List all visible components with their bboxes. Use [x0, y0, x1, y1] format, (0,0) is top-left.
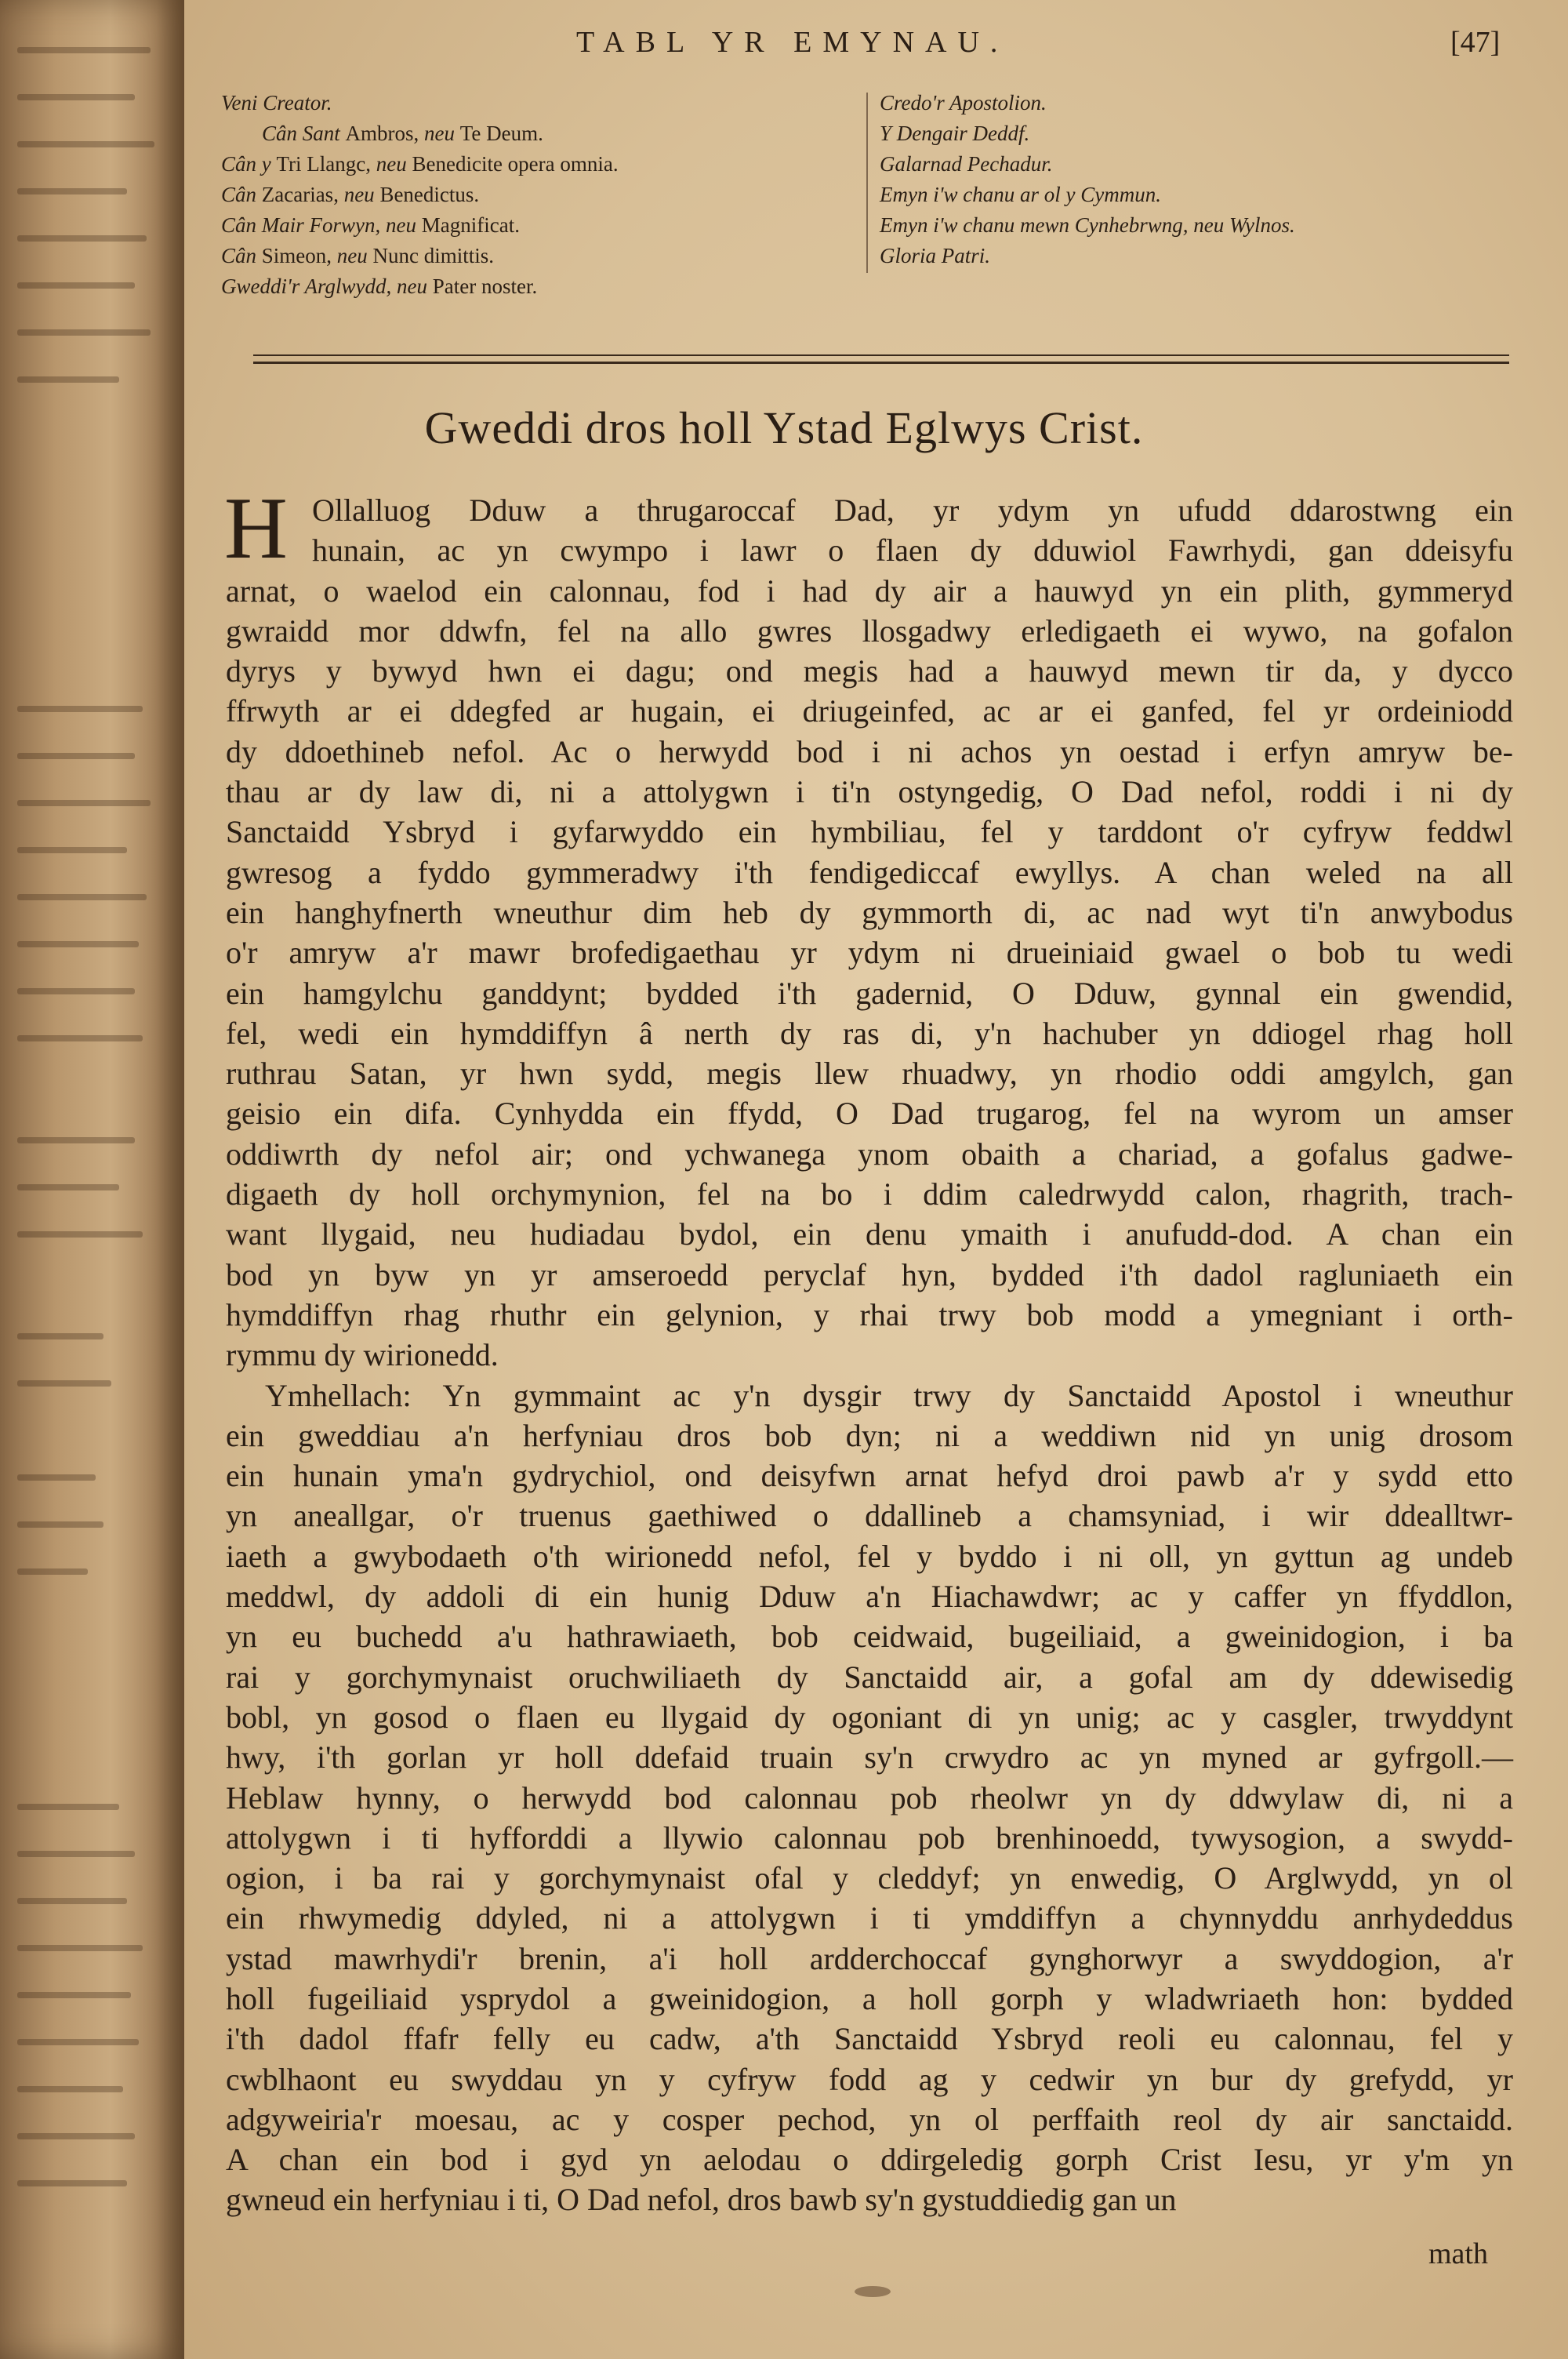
body-line: holl fugeiliaid ysprydol a gweinidogion, a holl gorph y wladwriaeth hon: bydded [226, 1980, 1513, 2016]
contents-entry-part: Cân [221, 183, 262, 206]
ornamental-rule [253, 354, 1509, 364]
contents-entry-part: Pater noster. [432, 274, 538, 298]
body-line: thau ar dy law di, ni a attolygwn i ti'n ostyngedig, O Dad nefol, roddi i ni dy [226, 774, 1513, 810]
contents-entry [221, 210, 619, 241]
contents-entry-part: Cân y [221, 152, 277, 176]
prayer-body [226, 490, 1513, 2220]
contents-entry-part: Cân Mair Forwyn, [221, 213, 381, 237]
contents-entry-part: neu [391, 274, 433, 298]
contents-entry [221, 149, 619, 180]
body-line: ffrwyth ar ei ddegfed ar hugain, ei driugeinfed, ac ar ei ganfed, fel yr ordeiniodd [226, 693, 1513, 729]
contents-entry: Emyn i'w chanu mewn Cynhebrwng, neu Wylnos. [880, 213, 1295, 237]
body-line: ein hunain yma'n gydrychiol, ond deisyfwn arnat hefyd droi pawb a'r y sydd etto [226, 1458, 1513, 1494]
contents-entry [221, 271, 619, 302]
body-line: ein hamgylchu ganddynt; bydded i'th gadernid, O Dduw, gynnal ein gwendid, [226, 975, 1513, 1011]
body-line: bod yn byw yn yr amseroedd peryclaf hyn, bydded i'th dadol ragluniaeth ein [226, 1256, 1513, 1292]
body-line: gwneud ein herfyniau i ti, O Dad nefol, dros bawb sy'n gystuddiedig gan un [226, 2182, 1177, 2218]
body-line: Ollalluog Dduw a thrugaroccaf Dad, yr ydym yn ufudd ddarostwng ein [312, 493, 1513, 528]
body-line: cwblhaont eu swyddau yn y cyfryw fodd ag y cedwir yn bur dy grefydd, yr [226, 2061, 1513, 2097]
body-line: bobl, yn gosod o flaen eu llygaid dy ogoniant di yn unig; ac y casgler, trwyddynt [226, 1699, 1513, 1735]
page-number: [47] [1450, 26, 1501, 59]
contents-entry: Emyn i'w chanu ar ol y Cymmun. [880, 183, 1161, 206]
contents-entry-part: neu [371, 152, 412, 176]
body-line: ogion, i ba rai y gorchymynaist ofal y cleddyf; yn enwedig, O Arglwydd, yn ol [226, 1860, 1513, 1896]
catchword: math [1428, 2237, 1488, 2270]
body-line: hunain, ac yn cwympo i lawr o flaen dy dduwiol Fawrhydi, gan ddeisyfu [312, 533, 1513, 569]
column-divider [866, 93, 868, 273]
contents-right-column [880, 88, 1295, 271]
body-line: adgyweiria'r moesau, ac y cosper pechod, yn ol perffaith reol dy air sanctaidd. [226, 2101, 1513, 2137]
contents-entry-part: Gweddi'r Arglwydd, [221, 274, 392, 298]
contents-entry-part: Tri Llangc, [276, 152, 371, 176]
body-line: o'r amryw a'r mawr brofedigaethau yr ydym ni drueiniaid gwael o bob tu wedi [226, 935, 1513, 971]
contents-left-column [221, 88, 619, 302]
contents-entry [221, 241, 619, 271]
contents-entry-part: Cân [221, 244, 262, 267]
body-line: A chan ein bod i gyd yn aelodau o ddirgeledig gorph Crist Iesu, yr y'm yn [226, 2142, 1513, 2178]
body-line: ystad mawrhydi'r brenin, a'i holl ardderchoccaf gynghorwyr a swyddogion, a'r [226, 1940, 1513, 1976]
body-line: hymddiffyn rhag rhuthr ein gelynion, y rhai trwy bob modd a ymegniant i orth- [226, 1296, 1513, 1332]
body-line: gwresog a fyddo gymmeradwy i'th fendigediccaf ewyllys. A chan weled na all [226, 854, 1513, 890]
contents-entry-part: Nunc dimittis. [372, 244, 495, 267]
body-line: i'th dadol ffafr felly eu cadw, a'th Sanctaidd Ysbryd reoli eu calonnau, fel y [226, 2021, 1513, 2057]
adjacent-page-spine [0, 0, 184, 2359]
contents-entry-part: Simeon, [261, 244, 332, 267]
body-line: digaeth dy holl orchymynion, fel na bo i ddim caledrwydd calon, rhagrith, trach- [226, 1176, 1513, 1212]
contents-entry [221, 88, 619, 118]
contents-entry-part: neu [419, 122, 460, 145]
body-line: ein gweddiau a'n herfyniau dros bob dyn; ni a weddiwn nid yn unig drosom [226, 1417, 1513, 1453]
body-line: dy ddoethineb nefol. Ac o herwydd bod i ni achos yn oestad i erfyn amryw be- [226, 733, 1513, 769]
contents-entry [221, 180, 619, 210]
body-line: ein hanghyfnerth wneuthur dim heb dy gymmorth di, ac nad wyt ti'n anwybodus [226, 894, 1513, 930]
body-line: want llygaid, neu hudiadau bydol, ein denu ymaith i anufudd-dod. A chan ein [226, 1216, 1513, 1252]
body-line: yn eu buchedd a'u hathrawiaeth, bob ceidwaid, bugeiliaid, a gweinidogion, i ba [226, 1619, 1513, 1655]
body-line: gwraidd mor ddwfn, fel na allo gwres llosgadwy erledigaeth ei wywo, na gofalon [226, 612, 1513, 649]
contents-entry-part: Magnificat. [421, 213, 520, 237]
contents-entry: Galarnad Pechadur. [880, 152, 1053, 176]
contents-entry: Gloria Patri. [880, 244, 991, 267]
contents-entry: Y Dengair Deddf. [880, 122, 1030, 145]
body-line: hwy, i'th gorlan yr holl ddefaid truain sy'n crwydro ac yn myned ar gyfrgoll.— [226, 1739, 1513, 1776]
running-head: TABL YR EMYNAU. [576, 26, 1009, 59]
contents-entry: Credo'r Apostolion. [880, 91, 1047, 114]
body-line: yn aneallgar, o'r truenus gaethiwed o ddallineb a chamsyniad, i wir ddealltwr- [226, 1498, 1513, 1534]
body-line: geisio ein difa. Cynhydda ein ffydd, O Dad trugarog, fel na wyrom un amser [226, 1096, 1513, 1132]
body-line: rymmu dy wirionedd. [226, 1337, 499, 1373]
body-line: ein rhwymedig ddyled, ni a attolygwn i ti ymddiffyn a chynnyddu anrhydeddus [226, 1900, 1513, 1936]
body-line: rai y gorchymynaist oruchwiliaeth dy Sanctaidd air, a gofal am dy ddewisedig [226, 1659, 1513, 1695]
contents-entry-part: Cân Sant [262, 122, 346, 145]
body-line: dyrys y bywyd hwn ei dagu; ond megis had a hauwyd mewn tir da, y dycco [226, 653, 1513, 689]
contents-entry-part: Te Deum. [459, 122, 543, 145]
contents-entry-part: neu [380, 213, 422, 237]
contents-entry-part: Benedicite opera omnia. [412, 152, 619, 176]
body-line: ruthrau Satan, yr hwn sydd, megis llew rhuadwy, yn rhodio oddi amgylch, gan [226, 1056, 1513, 1092]
contents-entry-part: Zacarias, [261, 183, 339, 206]
contents-entry-part: Ambros, [345, 122, 419, 145]
body-line: oddiwrth dy nefol air; ond ychwanega ynom obaith a chariad, a gofalus gadwe- [226, 1136, 1513, 1172]
contents-entry-part: neu [338, 183, 380, 206]
prayer-title: Gweddi dros holl Ystad Eglwys Crist. [424, 402, 1144, 453]
body-line: Sanctaidd Ysbryd i gyfarwyddo ein hymbiliau, fel y tarddont o'r cyfryw feddwl [226, 814, 1513, 850]
body-line: Ymhellach: Yn gymmaint ac y'n dysgir trwy dy Sanctaidd Apostol i wneuthur [265, 1377, 1513, 1413]
contents-entry-part: neu [332, 244, 373, 267]
body-line: meddwl, dy addoli di ein hunig Dduw a'n Hiachawdwr; ac y caffer yn ffyddlon, [226, 1579, 1513, 1615]
body-line: iaeth a gwybodaeth o'th wirionedd nefol, fel y byddo i ni oll, yn gyttun ag undeb [226, 1538, 1513, 1574]
body-line: Heblaw hynny, o herwydd bod calonnau pob rheolwr yn dy ddwylaw di, ni a [226, 1779, 1513, 1816]
drop-cap: H [224, 480, 288, 577]
body-line: attolygwn i ti hyfforddi a llywio calonnau pob brenhinoedd, tywysogion, a swydd- [226, 1819, 1513, 1856]
contents-entry [221, 118, 619, 149]
contents-entry-part: Veni Creator. [221, 91, 332, 114]
body-line: arnat, o waelod ein calonnau, fod i had dy air a hauwyd yn ein plith, gymmeryd [226, 572, 1513, 609]
footer-ornament [855, 2286, 891, 2297]
contents-entry-part: Benedictus. [379, 183, 480, 206]
body-line: fel, wedi ein hymddiffyn â nerth dy ras di, y'n hachuber yn ddiogel rhag holl [226, 1015, 1513, 1051]
